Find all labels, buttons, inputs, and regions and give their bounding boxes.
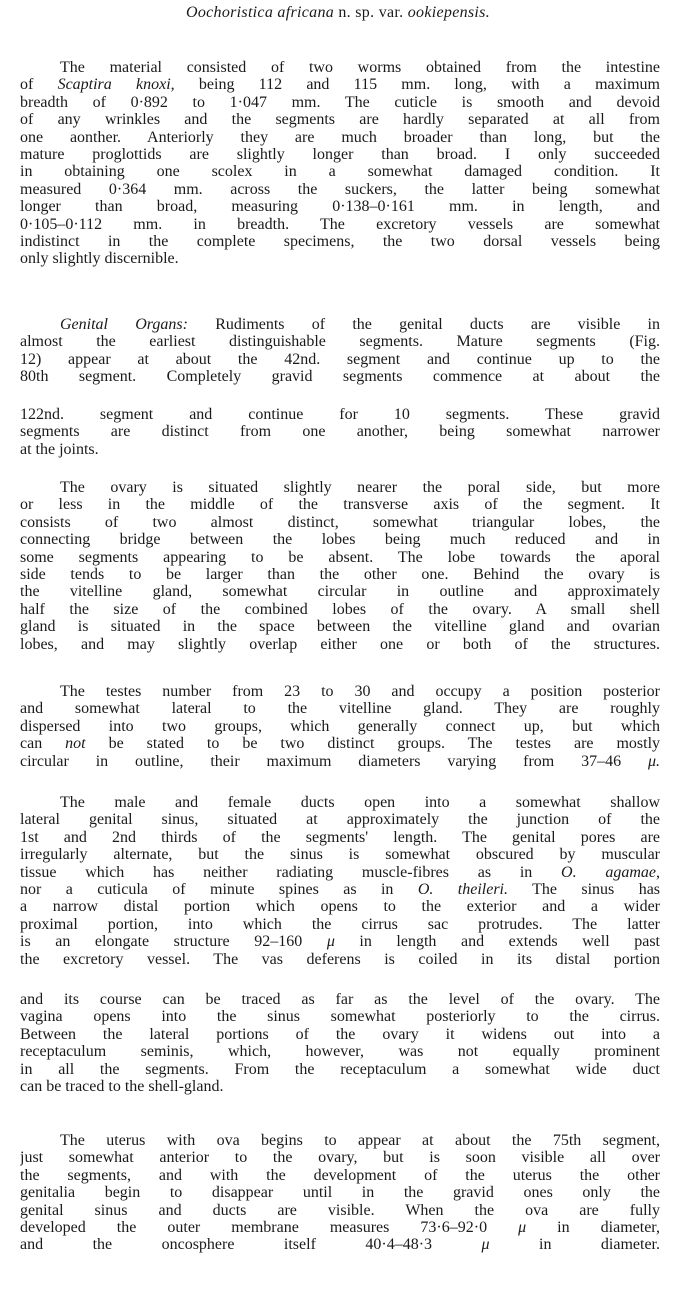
text-run: mature proglottids are slightly longer than broad. I only succeeded [20,145,660,163]
text-line [20,1236,660,1253]
text-run: dispersed into two groups, which generally connect up, but which [20,717,660,735]
italic-text: not [65,735,86,753]
italic-text: μ [518,1218,527,1236]
text-run: in length and extends well past [334,933,660,951]
italic-text: Genital Organs: [60,316,188,333]
text-run: Rudiments of the genital ducts are visible in [187,316,660,333]
text-run: the excretory vessel. The vas deferens is coiled in its distal portion [20,950,660,968]
text-line [20,1149,660,1166]
text-line [20,531,660,548]
text-line [20,111,660,128]
text-run: in diameter, [526,1218,660,1236]
text-run: side tends to be larger than the other one. Behind the ovary is [20,565,660,583]
text-line [20,441,660,458]
text-line [20,718,660,735]
text-line [20,549,660,566]
text-run: segments are distinct from one another, being somewhat narrower [20,423,660,441]
text-run: lobes, and may slightly overlap either one or both of the structures. [20,635,660,653]
text-run: The uterus with ova begins to appear at about the 75th segment, [60,1132,660,1149]
text-run: Between the lateral portions of the ovary it widens out into a [20,1025,660,1043]
paragraph-ducts-cont [20,991,660,1095]
text-run: in all the segments. From the receptaculum a somewhat wide duct [20,1060,660,1078]
text-line [20,951,660,968]
text-run: of [20,76,58,94]
text-run: lateral genital sinus, situated at approximately the junction of the [20,811,660,829]
text-line [20,406,660,423]
text-line [20,991,660,1008]
text-line [20,163,660,180]
text-line [20,1219,660,1236]
text-run: 122nd. segment and continue for 10 segments. These gravid [20,406,660,423]
text-run: 12) appear at about the 42nd. segment and continue up to the [20,350,660,368]
text-line [20,1008,660,1025]
text-line [20,1184,660,1201]
text-run: almost the earliest distinguishable segments. Mature segments (Fig. [20,333,660,351]
text-run: proximal portion, into which the cirrus sac protrudes. The latter [20,915,660,933]
text-run: 1st and 2nd thirds of the segments' length. The genital pores are [20,828,660,846]
text-run: The sinus has [508,880,660,898]
heading-text: n. sp. var. [334,4,408,21]
text-line [20,601,660,618]
text-run: irregularly alternate, but the sinus is somewhat obscured by muscular [20,846,660,864]
text-run: receptaculum seminis, which, however, was not equally prominent [20,1043,660,1061]
text-run: and the oncosphere itself 40·4–48·3 [20,1236,482,1254]
text-line [20,811,660,828]
text-line [20,1202,660,1219]
text-run: one aonther. Anteriorly they are much broader than long, but the [20,128,660,146]
text-run: vagina opens into the sinus somewhat posteriorly to the cirrus. [20,1008,660,1026]
text-run: circular in outline, their maximum diameters varying from 37–46 [20,752,648,770]
text-run: The testes number from 23 to 30 and occupy a position posterior [60,683,660,700]
text-line [20,316,660,333]
section-heading [0,4,676,22]
text-run: only slightly discernible. [20,250,179,268]
text-run: genital sinus and ducts are visible. When the ova are fully [20,1201,660,1219]
text-line [20,618,660,635]
paragraph-ducts [20,794,660,968]
text-line [20,59,660,76]
text-line [20,864,660,881]
text-line [20,479,660,496]
text-line [20,1167,660,1184]
text-line [20,198,660,215]
heading-variety: ookiepensis. [407,4,490,21]
text-run: half the size of the combined lobes of the ovary. A small shell [20,600,660,618]
text-line [20,898,660,915]
text-run: The male and female ducts open into a somewhat shallow [60,794,660,811]
text-run: can be traced to the shell-gland. [20,1077,224,1095]
text-run: being 112 and 115 mm. long, with a maximum [174,76,660,94]
text-run: at the joints. [20,440,99,458]
text-line [20,216,660,233]
italic-text: O. theileri. [417,880,508,898]
text-run: a narrow distal portion which opens to the exterior and a wider [20,898,660,916]
text-line [20,368,660,385]
text-line [20,846,660,863]
italic-text: Scaptira knoxi, [57,76,175,94]
paragraph-uterus [20,1132,660,1254]
text-line [20,916,660,933]
text-line [20,583,660,600]
text-line [20,181,660,198]
italic-text: μ [481,1236,490,1254]
text-run: some segments appearing to be absent. The lobe towards the aporal [20,548,660,566]
text-run: measured 0·364 mm. across the suckers, the latter being somewhat [20,180,660,198]
text-run: The material consisted of two worms obtained from the intestine [60,59,660,76]
italic-text: μ [326,933,335,951]
text-line [20,423,660,440]
text-line [20,1078,660,1095]
text-line [20,233,660,250]
heading-species: Oochoristica africana [185,4,335,21]
text-run: connecting bridge between the lobes being much reduced and in [20,531,660,549]
paragraph-genital-organs-cont [20,406,660,458]
text-line [20,1061,660,1078]
text-run: and somewhat lateral to the vitelline gland. They are roughly [20,700,660,718]
paragraph-ovary [20,479,660,653]
text-run: be stated to be two distinct groups. The testes are mostly [85,735,660,753]
text-run: longer than broad, measuring 0·138–0·161 mm. in length, and [20,198,660,216]
text-line [20,1026,660,1043]
text-run: nor a cuticula of minute spines as in [20,880,418,898]
text-line [20,250,660,267]
text-run: genitalia begin to disappear until in the gravid ones only the [20,1184,660,1202]
text-run: just somewhat anterior to the ovary, but is soon visible all over [20,1149,660,1167]
text-run: can [20,735,66,753]
text-run: developed the outer membrane measures 73·6–92·0 [20,1218,519,1236]
italic-text: μ. [647,752,660,770]
paragraph-description [20,59,660,268]
text-run: or less in the middle of the transverse axis of the segment. It [20,496,660,514]
paragraph-genital-organs [20,316,660,386]
text-line [20,94,660,111]
text-run: in obtaining one scolex in a somewhat damaged condition. It [20,163,660,181]
text-line [20,753,660,770]
text-run: of any wrinkles and the segments are hardly separated at all from [20,111,660,129]
text-line [20,1132,660,1149]
text-run: The ovary is situated slightly nearer the poral side, but more [60,479,660,496]
text-line [20,333,660,350]
text-run: in diameter. [489,1236,660,1254]
text-line [20,351,660,368]
text-run: 80th segment. Completely gravid segments commence at about the [20,368,660,386]
text-line [20,514,660,531]
italic-text: O. agamae, [561,863,660,881]
text-run: the segments, and with the development of the uterus the other [20,1166,660,1184]
text-run: is an elongate structure 92–160 [20,933,327,951]
text-line [20,881,660,898]
text-run: the vitelline gland, somewhat circular in outline and approximately [20,583,660,601]
text-line [20,829,660,846]
text-line [20,933,660,950]
paragraph-testes [20,683,660,770]
text-line [20,496,660,513]
text-line [20,700,660,717]
text-run: gland is situated in the space between the vitelline gland and ovarian [20,618,660,636]
text-line [20,683,660,700]
text-line [20,129,660,146]
text-run: tissue which has neither radiating muscle-fibres as in [20,863,562,881]
text-run: indistinct in the complete specimens, the two dorsal vessels being [20,232,660,250]
text-line [20,566,660,583]
text-run: and its course can be traced as far as the level of the ovary. The [20,991,660,1008]
text-line [20,76,660,93]
text-run: breadth of 0·892 to 1·047 mm. The cuticle is smooth and devoid [20,93,660,111]
text-line [20,735,660,752]
text-line [20,794,660,811]
text-line [20,1043,660,1060]
text-line [20,636,660,653]
text-line [20,146,660,163]
text-run: consists of two almost distinct, somewhat triangular lobes, the [20,513,660,531]
text-run: 0·105–0·112 mm. in breadth. The excretory vessels are somewhat [20,215,660,233]
